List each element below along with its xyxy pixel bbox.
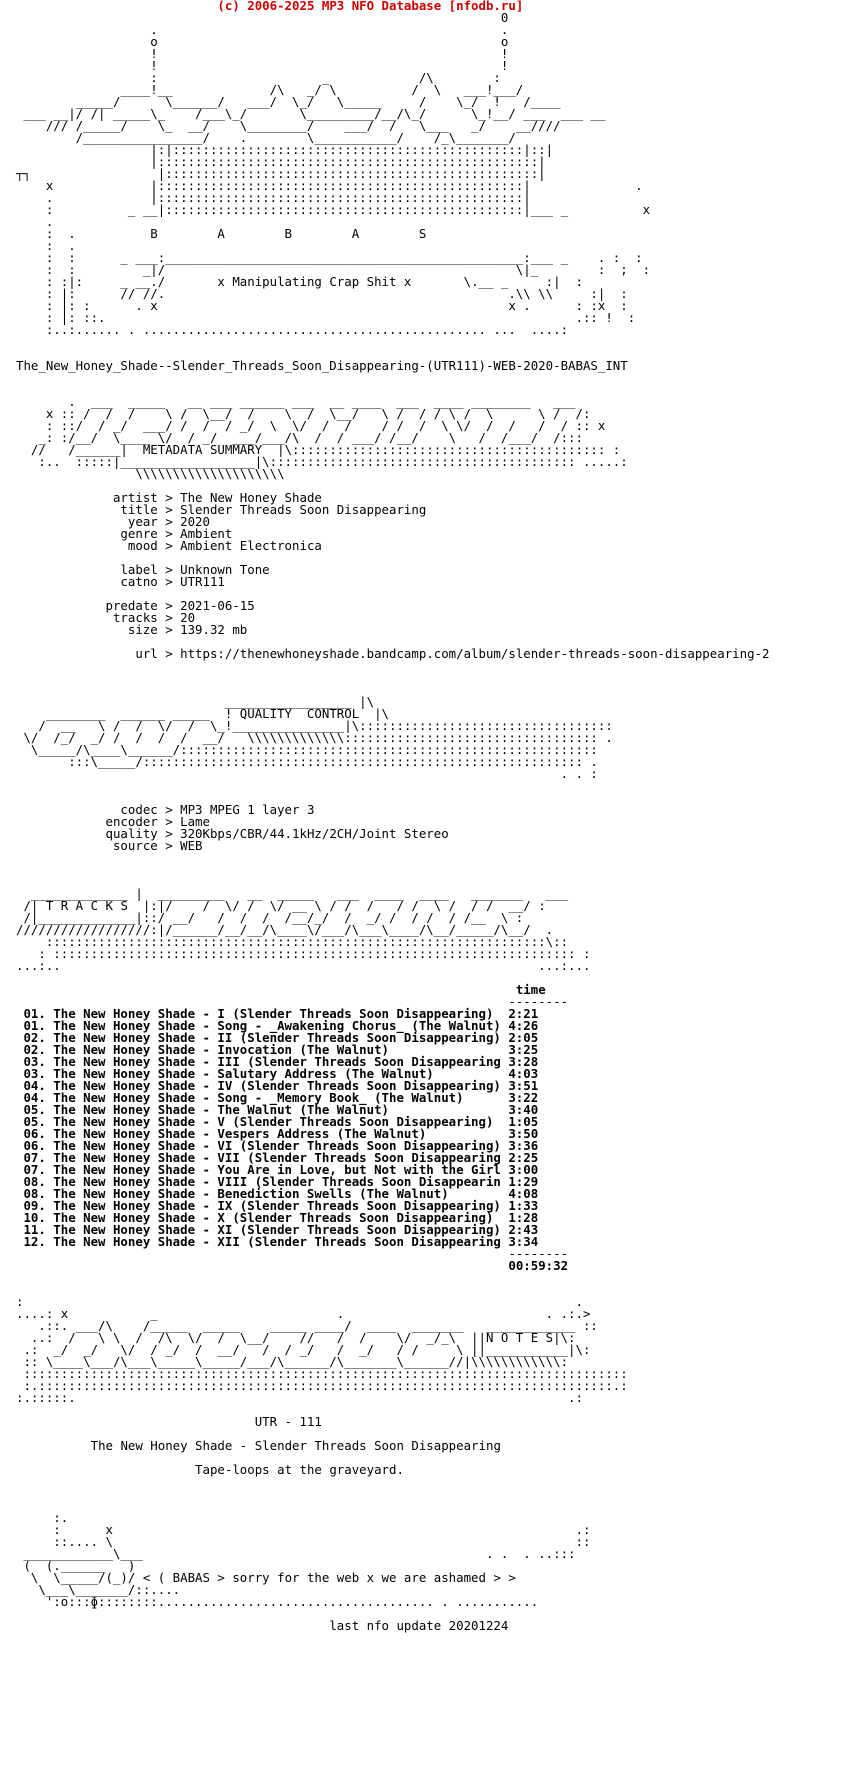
- track-row: 06. The New Honey Shade - VI (Slender Threads Soon Disappearing) 3:36: [16, 1138, 539, 1153]
- track-row: 08. The New Honey Shade - VIII (Slender Threads Soon Disappearin 1:29: [16, 1174, 539, 1189]
- quality-codec: MP3 MPEG 1 layer 3: [180, 802, 315, 817]
- track-row: 09. The New Honey Shade - IX (Slender Threads Soon Disappearing) 1:33: [16, 1198, 539, 1213]
- total-time: 00:59:32: [508, 1258, 569, 1273]
- track-row: 04. The New Honey Shade - Song - _Memory Book_ (The Walnut) 3:22: [16, 1090, 539, 1105]
- quality-source: WEB: [180, 838, 203, 853]
- group-letters: B A B A S: [150, 226, 427, 241]
- track-row: 08. The New Honey Shade - Benediction Swells (The Walnut) 4:08: [16, 1186, 539, 1201]
- banner-slogan: x Manipulating Crap Shit x: [217, 274, 412, 289]
- meta-title: Slender Threads Soon Disappearing: [180, 502, 427, 517]
- track-row: 02. The New Honey Shade - Invocation (The Walnut) 3:25: [16, 1042, 539, 1057]
- nfo-document: (c) 2006-2025 MP3 NFO Database [nfodb.ru] 0 . . o o ! ! ! ! : _ /\ : ____!__ /\ _/ \ / \ ___!___/ _____/ \______/ ___/ \_/ \_____ / \_/ ! /____ ___ __|/ /| _____\_ /___\_/ \_________/__/\_/ \_!__/ ___ ___ __ /// /_____/ \_ __/ \________/ ___/ / \___ _/ __//// /________________/ . \___________/ /_\_______/ |:|:::::::::::::::::::::::::::::::::::::::::::::::|::| |:::::::::::::::::::::::::::::::::::::::::::::::::::| ┬┐ |::::::::::::::::::::::::::::::::::::::::::::::::::| x |:::::::::::::::::::::::::::::::::::::::::::::::::| . . |:::::::::::::::::::::::::::::::::::::::::::::::::| : _ __|::::::::::::::::::::::::::::::::::::::::::::::::|___ _ x . : . B A B A S : . : : _ ___:________________________________________________:___ _ . : : : : _|/ \|_ : ; : : :|: _ __./ x Manipulating Crap Shit x \.__ _ :| : : |: // //. .\\ \\ :| : : |: : . x x . : :x : : |: ::. .:: ! : :..:...... . .............................................. ... ....: The_New_Honey_Shade--Slender_Threads_Soon_Disappearing-(UTR111)-WEB-2020-BABAS_INT . ___ _____ __ ___ ______ ___ __ ____ ___ ____ ________ ___ x :: / / / \ / \__/ / \ / \__/ \ / / / \ / \ \ / /: : ::/ / _/ ___/ / / / _/ \ \/ / / / / / \ \/ / / / / :: x _: :/__/ \____ \/ / _/ ___/___/\ / / ___/ /__/ \ / /___/ /::: // /______| METADATA SUMMARY |\:::::::::::::::::::::::::::::::::::::::::: : :.. :::::|__________________|\::::::::::::::::::::::::::::::::::::::::: .....: \\\\\\\\\\\\\\\\\\\\ artist > The New Honey Shade title > Slender Threads Soon Disappearing year > 2020 genre > Ambient mood > Ambient Electronica label > Unknown Tone catno > UTR111 predate > 2021-06-15 tracks > 20 size > 139.32 mb url > https://thenewhoneyshade.bandcamp.com/album/slender-threads-soon-disappearing-2 _________________ |\ ________ ______ _____ ! QUALITY CONTROL |\ / __ \ / / \/ / \_!_______________|\:::::::::::::::::::::::::::::::::: \/ /_/ _/ / / / / __/ \\\\\\\\\\\\\:::::::::::::::::::::::::::::::::: . \_____/\____\______/:::::::::::::::::::::::::::::::::::::::::::::::::::::::: :::\_____/::::::::::::::::::::::::::::::::::::::::::::::::::::::::::: . . . : codec > MP3 MPEG 1 layer 3 encoder > Lame quality > 320Kbps/CBR/44.1kHz/2CH/Joint Stereo source > WEB _____________ | _________ __ _____ ___ ____ ____ _______ ___ /| T R A C K S |:|/ / \/ / \/ __ \ / / / / / \ / / / __/ : /|_____________|::/ __/ / / / /__/_/ / _/ / / / / /__ \ : //////////////////:|/______/__/__/\____\/___/\___\____/\__/_____/\__/ . :::::::::::::::::::::::::::::::::::::::::::::::::::::::::::::::::::\:: : :::::::::::::::::::::::::::::::::::::::::::::::::::::::::::::::::::::: : ...:.. ...:... time -------- 01. The New Honey Shade - I (Slender Threads Soon Disappearing) 2:21 01. The New Honey Shade - Song - _Awakening Chorus_ (The Walnut) 4:26 02. The New Honey Shade - II (Slender Threads Soon Disappearing) 2:05 02. The New Honey Shade - Invocation (The Walnut) 3:25 03. The New Honey Shade - III (Slender Threads Soon Disappearing 3:28 03. The New Honey Shade - Salutary Address (The Walnut) 4:03 04. The New Honey Shade - IV (Slender Threads Soon Disappearing) 3:51 04. The New Honey Shade - Song - _Memory Book_ (The Walnut) 3:22 05. The New Honey Shade - The Walnut (The Walnut) 3:40 05. The New Honey Shade - V (Slender Threads Soon Disappearing) 1:05 06. The New Honey Shade - Vespers Address (The Walnut) 3:50 06. The New Honey Shade - VI (Slender Threads Soon Disappearing) 3:36 07. The New Honey Shade - VII (Slender Threads Soon Disappearing 2:25 07. The New Honey Shade - You Are in Love, but Not with the Girl 3:00 08. The New Honey Shade - VIII (Slender Threads Soon Disappearin 1:29 08. The New Honey Shade - Benediction Swells (The Walnut) 4:08 09. The New Honey Shade - IX (Slender Threads Soon Disappearing) 1:33 10. The New Honey Shade - X (Slender Threads Soon Disappearing) 1:28 11. The New Honey Shade - XI (Slender Threads Soon Disappearing) 2:43 12. The New Honey Shade - XII (Slender Threads Soon Disappearing 3:34 -------- 00:59:32 : . ....: x _ . . .:.> .::. ___/\ /_____ _____ _____ ____/ ____ _______ ____________ :: ..: / \ \ / /\ \/ / \__/ // / / \/ _/_\ ||N O T E S|\: .: _/ _/ \/ / _/ / __/ / / _/ / _/ / / \ ||___________|\: :: \____\___/\___\_____\_____/___/\______/\_______\______//|\\\\\\\\\\\\: ::::::::::::::::::::::::::::::::::::::::::::::::::::::::::::::::::::::::::::::::: :.:::::::::::::::::::::::::::::::::::::::::::::::::::::::::::::::::::::::::::::.: :.:::::. .: UTR - 111 The New Honey Shade - Slender Threads Soon Disappearing Tape-loops at the graveyard. :. : x .: ::.... \ :: ____________\___ . . . ..::: ( (.______ ) \ \_____/(_)/ < ( BABAS > sorry for the web x we are ashamed > > \___\_______/::.... ':o:::ɸ::::::::..................................... . ........... last nfo update 20201224: [16, 0, 770, 1633]
- track-row: 01. The New Honey Shade - I (Slender Threads Soon Disappearing) 2:21: [16, 1006, 539, 1021]
- notes-description: Tape-loops at the graveyard.: [195, 1462, 404, 1477]
- quality-quality: 320Kbps/CBR/44.1kHz/2CH/Joint Stereo: [180, 826, 449, 841]
- credit-header: (c) 2006-2025 MP3 NFO Database [nfodb.ru]: [217, 0, 524, 13]
- meta-year: 2020: [180, 514, 210, 529]
- last-update: last nfo update 20201224: [329, 1618, 509, 1633]
- track-row: 03. The New Honey Shade - Salutary Address (The Walnut) 4:03: [16, 1066, 539, 1081]
- tracks-heading: T R A C K S: [45, 898, 128, 913]
- track-row: 06. The New Honey Shade - Vespers Address (The Walnut) 3:50: [16, 1126, 539, 1141]
- metadata-heading: METADATA SUMMARY: [142, 442, 263, 457]
- track-row: 04. The New Honey Shade - IV (Slender Threads Soon Disappearing) 3:51: [16, 1078, 539, 1093]
- track-row: 05. The New Honey Shade - The Walnut (The Walnut) 3:40: [16, 1102, 539, 1117]
- track-row: 02. The New Honey Shade - II (Slender Threads Soon Disappearing) 2:05: [16, 1030, 539, 1045]
- meta-url: https://thenewhoneyshade.bandcamp.com/album/slender-threads-soon-disappearing-2: [180, 646, 770, 661]
- meta-tracks: 20: [180, 610, 196, 625]
- track-row: 03. The New Honey Shade - III (Slender Threads Soon Disappearing 3:28: [16, 1054, 539, 1069]
- meta-mood: Ambient Electronica: [180, 538, 322, 553]
- meta-predate: 2021-06-15: [180, 598, 255, 613]
- notes-catalog: UTR - 111: [254, 1414, 322, 1429]
- track-row: 05. The New Honey Shade - V (Slender Threads Soon Disappearing) 1:05: [16, 1114, 539, 1129]
- meta-size: 139.32 mb: [180, 622, 248, 637]
- track-row: 10. The New Honey Shade - X (Slender Threads Soon Disappearing) 1:28: [16, 1210, 539, 1225]
- track-row: 11. The New Honey Shade - XI (Slender Threads Soon Disappearing) 2:43: [16, 1222, 539, 1237]
- meta-genre: Ambient: [180, 526, 233, 541]
- release-name: The_New_Honey_Shade--Slender_Threads_Soon_Disappearing-(UTR111)-WEB-2020-BABAS_INT: [16, 358, 628, 373]
- time-header: time: [515, 982, 546, 997]
- quality-encoder: Lame: [180, 814, 210, 829]
- footer-message: < ( BABAS > sorry for the web x we are ashamed > >: [142, 1570, 516, 1585]
- track-row: 01. The New Honey Shade - Song - _Awakening Chorus_ (The Walnut) 4:26: [16, 1018, 539, 1033]
- track-row: 07. The New Honey Shade - You Are in Love, but Not with the Girl 3:00: [16, 1162, 539, 1177]
- track-row: 12. The New Honey Shade - XII (Slender Threads Soon Disappearing 3:34: [16, 1234, 539, 1249]
- meta-artist: The New Honey Shade: [180, 490, 322, 505]
- meta-label: Unknown Tone: [180, 562, 270, 577]
- track-row: 07. The New Honey Shade - VII (Slender Threads Soon Disappearing 2:25: [16, 1150, 539, 1165]
- notes-heading: N O T E S: [485, 1330, 554, 1345]
- notes-release-line: The New Honey Shade - Slender Threads Soon Disappearing: [90, 1438, 501, 1453]
- meta-catno: UTR111: [180, 574, 225, 589]
- quality-heading: QUALITY CONTROL: [239, 706, 360, 721]
